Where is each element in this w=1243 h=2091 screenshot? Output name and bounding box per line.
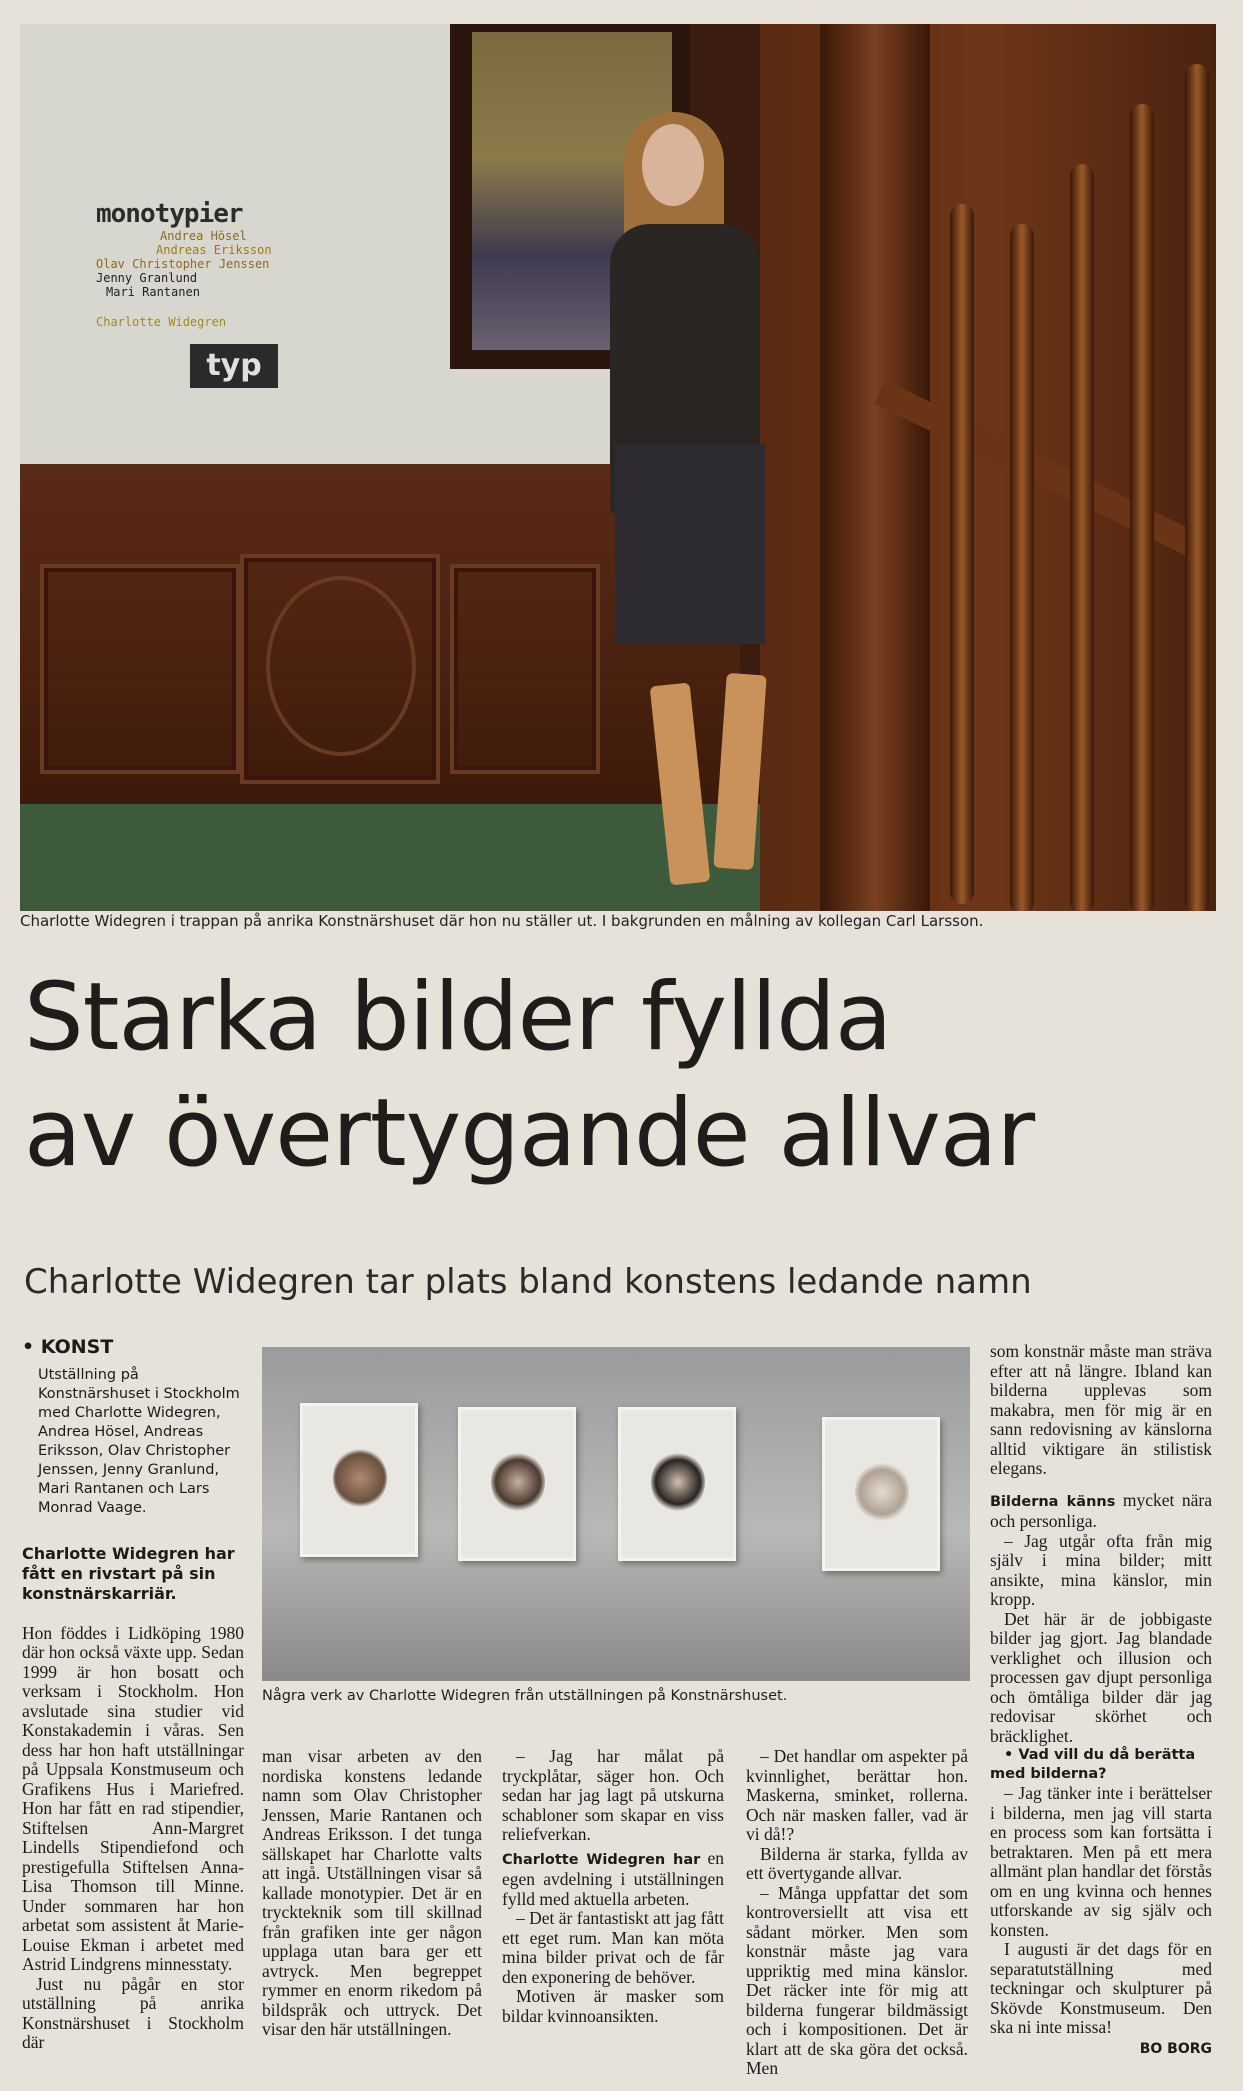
- artwork-frame: [300, 1403, 418, 1557]
- wood-panel: [240, 554, 440, 784]
- mask-face: [333, 1448, 387, 1508]
- artwork-frame: [822, 1417, 940, 1571]
- fact-box: Utställning på Konstnärshuset i Stockholm med Charlotte Widegren, Andrea Hösel, Andreas Eriksson, Olav Christopher Jenssen, Jenny Granlund, Mari Rantanen och Lars Monrad Vaage.: [38, 1366, 240, 1516]
- body-paragraph: Bilderna är starka, fyllda av ett övertygande allvar.: [746, 1843, 968, 1883]
- body-paragraph: Just nu pågår en stor utställning på anrika Konstnärshuset i Stockholm där: [22, 1973, 244, 2052]
- baluster: [1185, 64, 1209, 911]
- poster-name: Andreas Eriksson: [156, 243, 272, 257]
- baluster: [1010, 224, 1034, 911]
- wood-panel: [450, 564, 600, 774]
- poster-name: Andrea Hösel: [160, 229, 247, 243]
- woman-skirt: [615, 444, 765, 644]
- body-paragraph: – Jag har målat på tryckplåtar, säger hon. Och sedan har jag lagt på utskurna schabloner som skapar en viss reliefverkan.: [502, 1746, 724, 1844]
- body-paragraph: – Jag tänker inte i berättelser i bilderna, men jag vill starta en process som kan fortsätta i betraktaren. Men på ett mera allmänt plan handlar det förstås om en ung kvinna och hennes utforskande av sig själv och konsten.: [990, 1783, 1212, 1940]
- article-column-5: [990, 1342, 1212, 2059]
- mask-face: [651, 1452, 705, 1512]
- body-paragraph: Det här är de jobbigaste bilder jag gjort. Jag blandade verklighet och illusion och processen gav djupt personliga och ömtåliga bilder där jag redovisar skörhet och bräcklighet.: [990, 1608, 1212, 1746]
- headline: [24, 960, 1224, 1192]
- lead-paragraph: Charlotte Widegren har fått en rivstart på sin konstnärskarriär.: [22, 1543, 235, 1603]
- poster-names: [96, 229, 272, 329]
- baluster: [950, 204, 974, 904]
- section-label: • KONST: [22, 1336, 114, 1358]
- photo-caption: Några verk av Charlotte Widegren från utställningen på Konstnärshuset.: [262, 1688, 788, 1704]
- body-paragraph: – Det handlar om aspekter på kvinnlighet, berättar hon. Maskerna, sminket, rollerna. Och när masken faller, vad är vi då!?: [746, 1746, 968, 1844]
- body-paragraph: – Jag utgår ofta från mig själv i mina bilder; mitt ansikte, mina känslor, min kropp.: [990, 1530, 1212, 1609]
- headline-line: Starka bilder fyllda: [24, 963, 892, 1072]
- mask-face: [491, 1452, 545, 1512]
- byline: BO BORG: [1139, 2040, 1212, 2057]
- poster-name: Jenny Granlund: [96, 271, 198, 285]
- body-paragraph: [502, 1849, 724, 1910]
- baluster: [1130, 104, 1154, 911]
- newel-post: [820, 24, 930, 911]
- article-column-4: [746, 1747, 968, 2079]
- poster-logo: typ: [190, 344, 278, 388]
- body-paragraph: – Många uppfattar det som kontroversiellt att visa ett sådant mörker. Men som konstnär måste jag vara uppriktig med mina känslor. Det räcker inte för mig att bilderna fungerar bildmässigt och i kompositionen. Det är klart att de ska göra det också. Men: [746, 1882, 968, 2078]
- gallery-photograph: [262, 1347, 970, 1681]
- artwork-frame: [458, 1407, 576, 1561]
- poster-name: Mari Rantanen: [106, 285, 200, 299]
- baluster: [1070, 164, 1094, 911]
- body-text: en egen avdelning i utställningen fylld med aktuella arbeten.: [502, 1847, 724, 1909]
- body-paragraph: I augusti är det dags för en separatutställning med teckningar och skulpturer på Skövde Konstmuseum. Den ska ni inte missa!: [990, 1939, 1212, 2037]
- article-column-1: [22, 1338, 244, 2053]
- subhead-inline: Charlotte Widegren har: [502, 1851, 701, 1868]
- artwork-frame: [618, 1407, 736, 1561]
- body-paragraph: – Det är fantastiskt att jag fått ett eget rum. Man kan möta mina bilder privat och de får den exponering de behöver.: [502, 1908, 724, 1987]
- body-paragraph: man visar arbeten av den nordiska konstens ledande namn som Olav Christopher Jenssen, Marie Rantanen och Andreas Eriksson. I det tunga sällskapet har Charlotte valts att ingå. Utställningen visar så kallade monotypier. Det är en tryckteknik som till skillnad från grafiken inte ger någon upplaga utan bara ger ett avtryck. Men begreppet rymmer en enorm rikedom på bildspråk och uttryck. Det visar den här utställningen.: [262, 1746, 482, 2039]
- subhead-inline: Bilderna känns: [990, 1493, 1116, 1510]
- body-paragraph: som konstnär måste man sträva efter att nå längre. Ibland kan bilderna upplevas som makabra, men för mig är en sann redovisning av känslorna alltid viktigare än stilistisk elegans.: [990, 1341, 1212, 1478]
- article-column-2: [262, 1747, 482, 2040]
- article-column-3: [502, 1747, 724, 2026]
- poster-name: Olav Christopher Jenssen: [96, 257, 270, 271]
- poster-title: monotypier: [96, 199, 243, 229]
- mask-face: [855, 1462, 909, 1522]
- interview-question: • Vad vill du då berätta med bilderna?: [990, 1747, 1196, 1782]
- photo-caption: Charlotte Widegren i trappan på anrika Konstnärshuset där hon nu ställer ut. I bakgrunden en målning av kollegan Carl Larsson.: [20, 912, 984, 930]
- wood-panel: [40, 564, 240, 774]
- body-paragraph: Hon föddes i Lidköping 1980 där hon också växte upp. Sedan 1999 är hon bosatt och verksam i Stockholm. Hon avslutade sina studier vid Konstakademin i våras. Sen dess har hon haft utställningar på Uppsala Konstmuseum och Grafikens Hus i Mariefred. Hon har fått en rad stipendier, Stiftelsen Ann-Margret Lindells Stipendiefond och prestigefulla Stiftelsen Anna-Lisa Thomson till Minne. Under sommaren har hon arbetat som assistent åt Marie-Louise Ekman i arbetet med Astrid Lindgrens minnesstaty.: [22, 1622, 244, 1974]
- top-photograph: [20, 24, 1216, 911]
- woman-face: [642, 124, 704, 206]
- headline-line: av övertygande allvar: [24, 1079, 1035, 1188]
- subheadline: Charlotte Widegren tar plats bland konstens ledande namn: [24, 1262, 1032, 1302]
- poster-name: Charlotte Widegren: [96, 315, 227, 329]
- body-text: mycket nära och personliga.: [990, 1489, 1213, 1531]
- body-paragraph: [990, 1491, 1212, 1532]
- body-paragraph: Motiven är masker som bildar kvinnoansikten.: [502, 1986, 724, 2026]
